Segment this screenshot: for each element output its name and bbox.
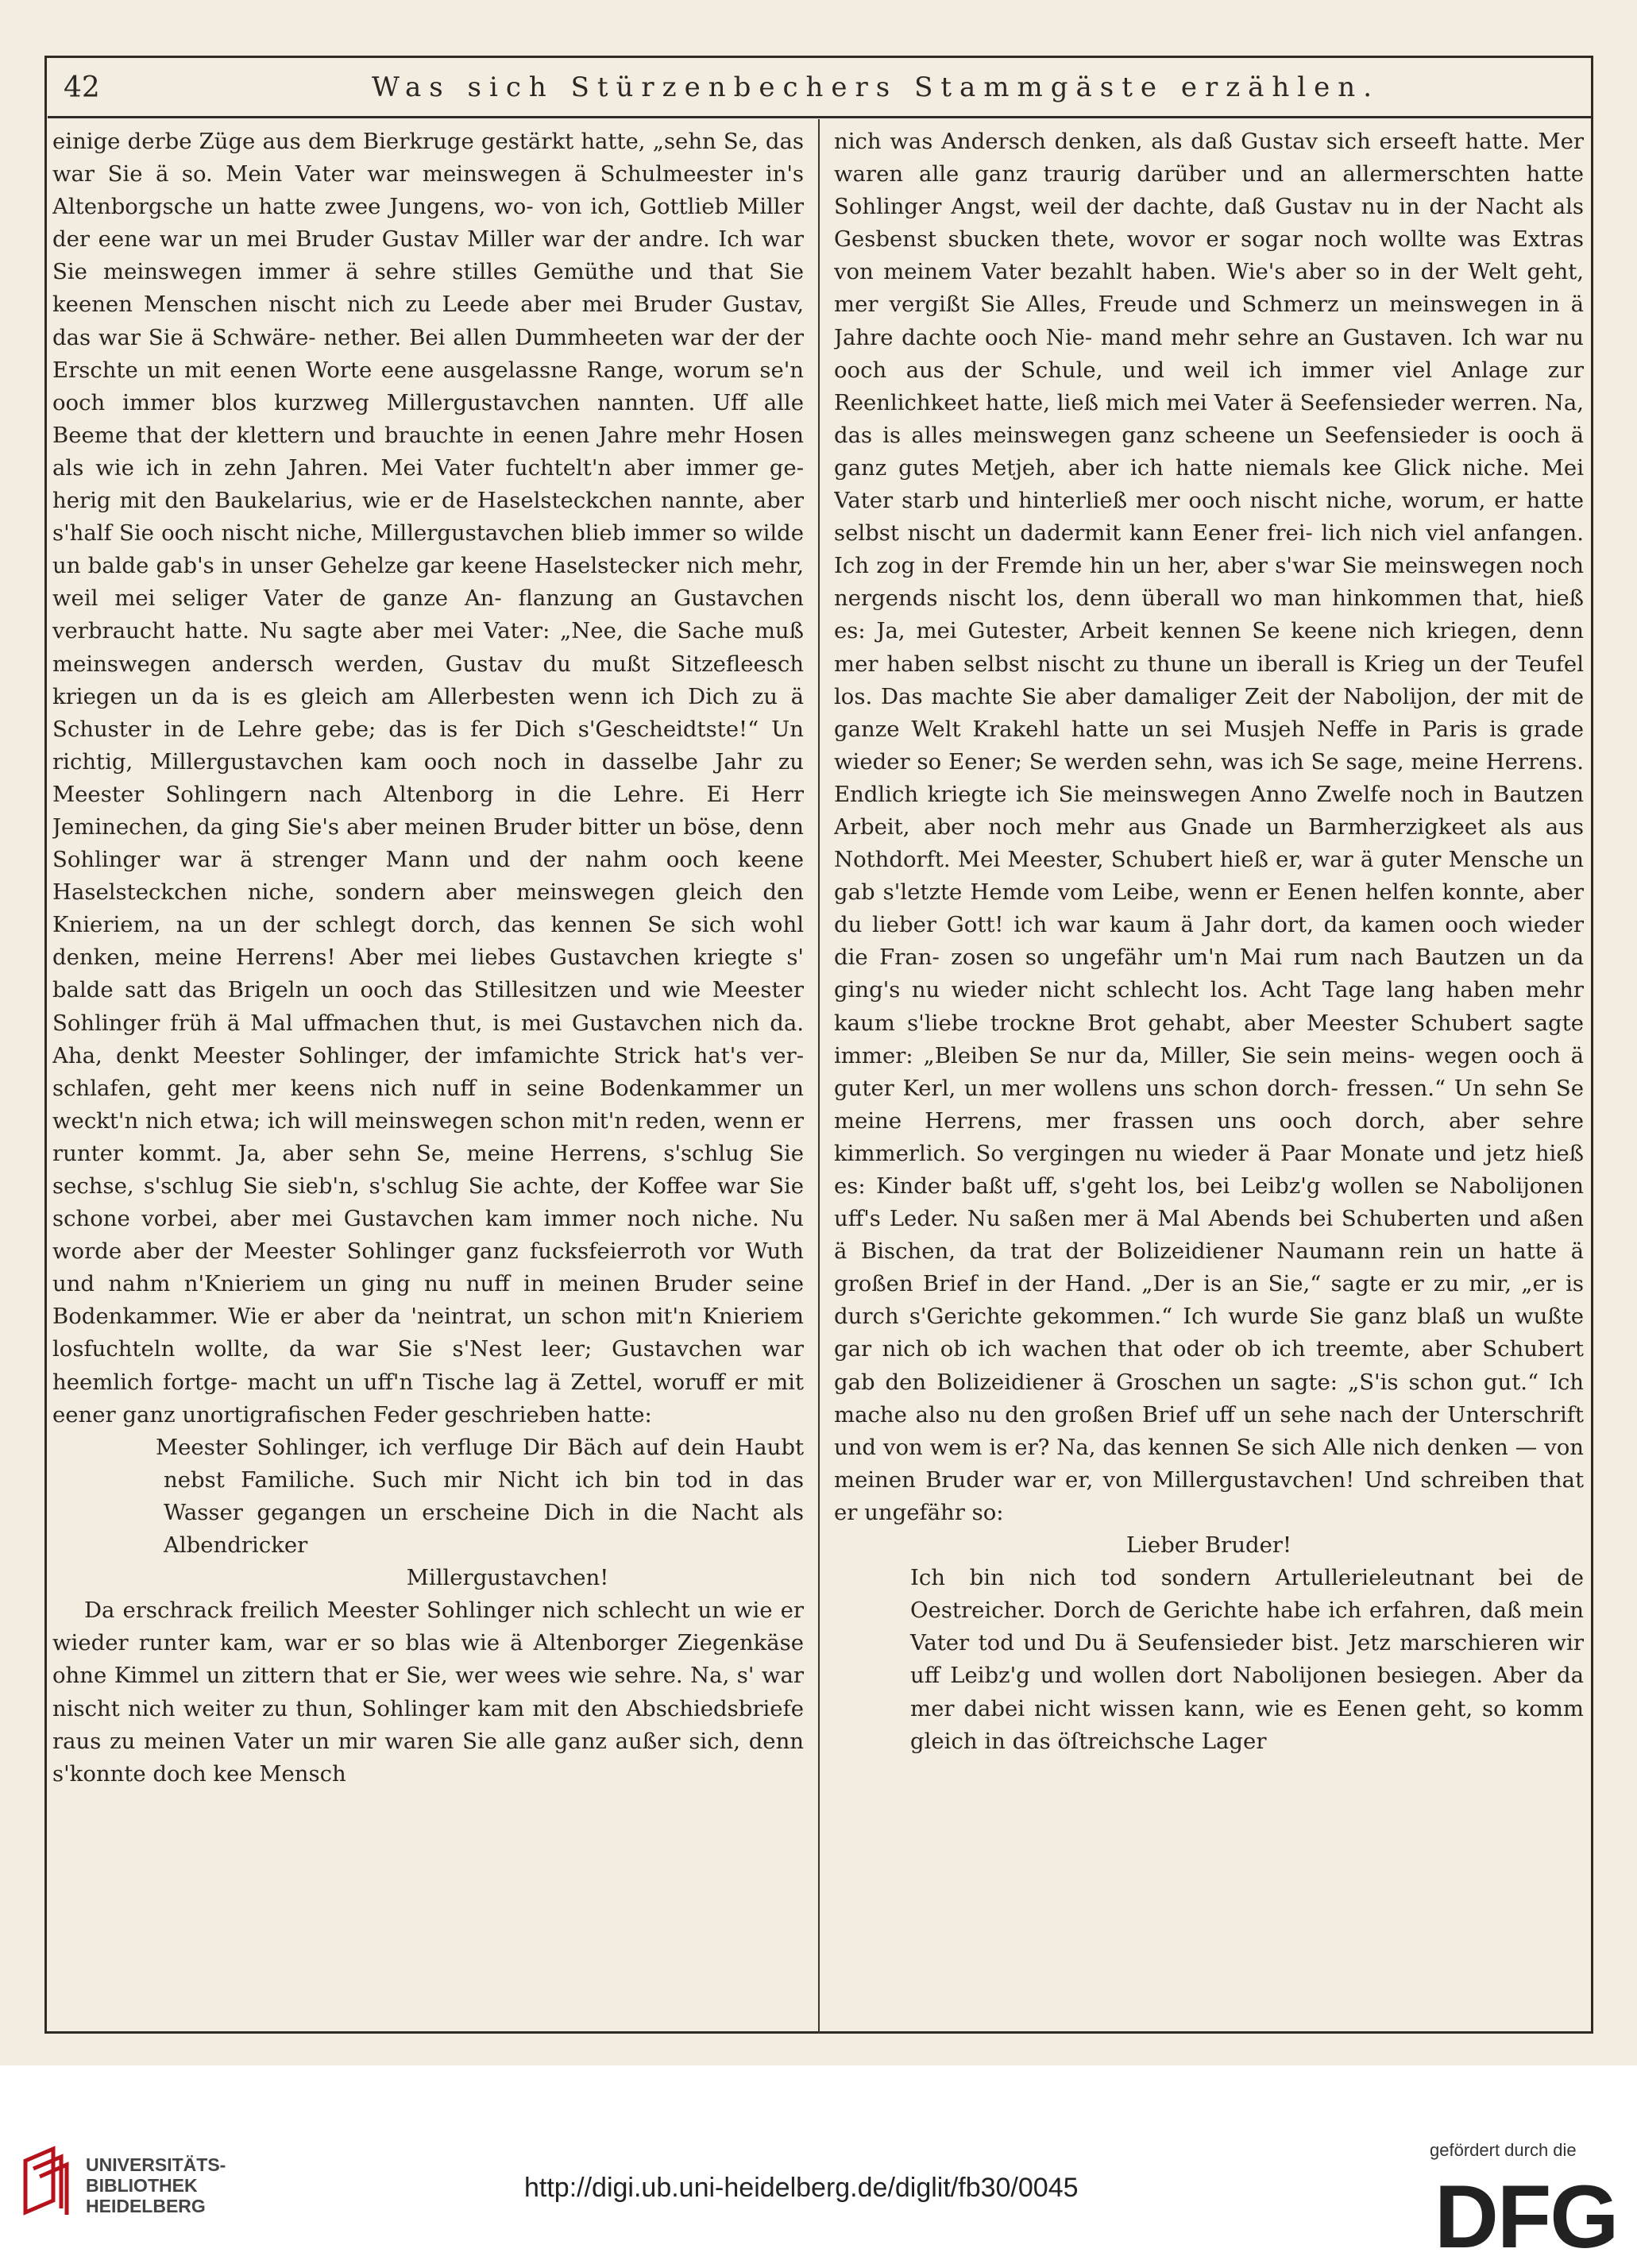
left-column-text: einige derbe Züge aus dem Bierkruge gestärkt hatte, „sehn Se, das war Sie ä so. Mein Vater war meinswegen ä Schulmeester in's Altenborgsche un hatte zwee Jungens, wo- von ich, Gottlieb Miller der eene war un mei Bruder Gustav Miller war der andre. Ich war Sie meinswegen immer ä sehre stilles Gemüthe und that Sie keenen Menschen nischt nich zu Leede aber mei Bruder Gustav, das war Sie ä Schwäre- nether. Bei allen Dummheeten war der der Erschte un mit eenen Worte eene ausgelassne Range, worum se'n ooch immer blos kurzweg Millergustavchen nannten. Uff alle Beeme that der klettern und brauchte in eenen Jahre mehr Hosen als wie ich in zehn Jahren. Mei Vater fuchtelt'n aber immer ge- herig mit den Baukelarius, wie er de Haselsteckchen nannte, aber s'half Sie ooch nischt niche, Millergustavchen blieb immer so wilde un balde gab's in unser Gehelze gar keene Haselstecker nich mehr, weil mei seliger Vater de ganze An- flanzung an Gustavchen verbraucht hatte. Nu sagte aber mei Vater: „Nee, die Sache muß meinswegen andersch werden, Gustav du mußt Sitzefleesch kriegen un da is es gleich am Allerbesten wenn ich Dich zu ä Schuster in de Lehre gebe; das is fer Dich s'Gescheidtste!“ Un richtig, Millergustavchen kam ooch noch in dasselbe Jahr zu Meester Sohlingern nach Altenborg in die Lehre. Ei Herr Jeminechen, da ging Sie's aber meinen Bruder bitter un böse, denn Sohlinger war ä strenger Mann und der nahm ooch keene Haselsteckchen niche, sondern aber meinswegen gleich den Knieriem, na un der schlegt dorch, das kennen Se sich wohl denken, meine Herrens! Aber mei liebes Gustavchen kriegte s' balde satt das Brigeln un ooch das Stillesitzen und wie Meester Sohlinger früh ä Mal uffmachen thut, is mei Gustavchen nich da. Aha, denkt Meester Sohlinger, der imfamichte Strick hat's ver- schlafen, geht mer keens nich nuff in seine Bodenkammer un weckt'n nich etwa; ich will meinswegen schon mit'n reden, wenn er runter kommt. Ja, aber sehn Se, meine Herrens, s'schlug Sie sechse, s'schlug Sie sieb'n, s'schlug Sie achte, der Koffee war Sie schone vorbei, aber mei Gustavchen kam immer noch niche. Nu worde aber der Meester Sohlinger ganz fucksfeierroth vor Wuth und nahm n'Knieriem un ging nu nuff in meinen Bruder seine Bodenkammer. Wie er aber da 'neintrat, un schon mit'n Knieriem losfuchteln wollte, da war Sie s'Nest leer; Gustavchen war heemlich fortge- macht un uff'n Tische lag ä Zettel, woruff er mit eener ganz unortigrafischen Feder geschrieben hatte: [52,129,804,1428]
left-column [52,126,804,2024]
digital-library-link[interactable]: http://digi.ub.uni-heidelberg.de/diglit/fb30/0045 [524,2173,1079,2203]
left-letter: Meester Sohlinger, ich verfluge Dir Bäch auf dein Haubt nebst Familiche. Such mir Nicht ich bin tod in das Wasser gegangen un erscheine Dich in die Nacht als Albendricker [156,1434,804,1559]
right-column-text: nich was Andersch denken, als daß Gustav sich erseeft hatte. Mer waren alle ganz traurig darüber und an allermerschten hatte Sohlinger Angst, weil der dachte, daß Gustav nu in der Nacht als Gesbenst sbucken thete, wovor er sogar noch wollte was Extras von meinem Vater bezahlt haben. Wie's aber so in der Welt geht, mer vergißt Sie Alles, Freude und Schmerz un meinswegen in ä Jahre dachte ooch Nie- mand mehr sehre an Gustaven. Ich war nu ooch aus der Schule, und weil ich immer viel Anlage zur Reenlichkeet hatte, ließ mich mei Vater ä Seefensieder werren. Na, das is alles meinswegen ganz scheene un Seefensieder is ooch ä ganz gutes Metjeh, aber ich hatte niemals kee Glick niche. Mei Vater starb und hinterließ mer ooch nischt niche, worum, er hatte selbst nischt un dadermit kann Eener frei- lich nich viel anfangen. Ich zog in der Fremde hin un her, aber s'war Sie meinswegen noch nergends nischt los, denn überall wo man hinkommen that, hieß es: Ja, mei Gutester, Arbeit kennen Se keene nich kriegen, denn mer haben selbst nischt zu thune un iberall is Krieg un der Teufel los. Das machte Sie aber damaliger Zeit der Nabolijon, der mit de ganze Welt Krakehl hatte un sei Musjeh Neffe in Paris is grade wieder so Eener; Se werden sehn, was ich Se sage, meine Herrens. Endlich kriegte ich Sie meinswegen Anno Zwelfe noch in Bautzen Arbeit, aber noch mehr aus Gnade un Barmherzigkeet als aus Nothdorft. Mei Meester, Schubert hieß er, war ä guter Mensche un gab s'letzte Hemde vom Leibe, wenn er Eenen helfen konnte, aber du lieber Gott! ich war kaum ä Jahr dort, da kamen ooch wieder die Fran- zosen so ungefähr um'n Mai rum nach Bautzen un da ging's nu wieder nicht schlecht los. Acht Tage lang haben mehr kaum s'liebe trockne Brot gehabt, aber Meester Schubert sagte immer: „Bleiben Se nur da, Miller, Sie sein meins- wegen ooch ä guter Kerl, un mer wollens uns schon dorch- fressen.“ Un sehn Se meine Herrens, mer frassen uns ooch dorch, aber sehre kimmerlich. So vergingen nu wieder ä Paar Monate und jetz hieß es: Kinder baßt uff, s'geht los, bei Leibz'g wollen se Nabolijonen uff's Leder. Nu saßen mer ä Mal Abends bei Schuberten und aßen ä Bischen, da trat der Bolizeidiener Naumann rein un hatte ä großen Brief in der Hand. „Der is an Sie,“ sagte er zu mir, „er is durch s'Gerichte gekommen.“ Ich wurde Sie ganz blaß un wußte gar nich ob ich wachen that oder ob ich treemte, aber Schubert gab den Bolizeidiener ä Groschen un sagte: „S'is schon gut.“ Ich mache also nu den großen Brief uff un sehe nach der Unterschrift und von wem is er? Na, das kennen Se sich Alle nich denken — von meinen Bruder war er, von Millergustavchen! Und schreiben that er ungefähr so: [834,129,1584,1525]
library-name-line1: UNIVERSITÄTS- [86,2154,226,2175]
header-rule [48,116,1593,118]
right-column [834,126,1584,2024]
library-name-line3: HEIDELBERG [86,2196,206,2216]
right-letter-salutation: Lieber Bruder! [1125,1532,1292,1559]
left-letter-signature: Millergustavchen! [406,1565,609,1591]
dfg-logo: DFG [1434,2167,1618,2266]
column-separator [818,119,820,2034]
library-logo-icon [17,2145,73,2216]
library-name-line2: BIBLIOTHEK [86,2175,198,2196]
page-header [48,67,1593,114]
right-letter: Ich bin nich tod sondern Artullerieleutnant bei de Oestreicher. Dorch de Gerichte habe ich erfahren, daß mein Vater tod und Du ä Seufensieder bist. Jetz marschieren wir uff Leibz'g und wollen dort Nabolijonen besiegen. Aber da mer dabei nicht wissen kann, wie es Eenen geht, so komm gleich in das öſtreichsche Lager [910,1565,1584,1754]
footer [0,2065,1637,2255]
library-name [86,2154,226,2216]
page-number: 42 [64,71,100,104]
left-column-continuation: Da erschrack freilich Meester Sohlinger nich schlecht un wie er wieder runter kam, war er so blas wie ä Altenborger Ziegenkäse ohne Kimmel un zittern that er Sie, wer wees wie sehre. Na, s' war nischt nich weiter zu thun, Sohlinger kam mit den Abschiedsbriefe raus zu meinen Vater un mir waren Sie alle ganz außer sich, denn s'konnte doch kee Mensch [52,1598,804,1787]
funded-by-text: gefördert durch die [1430,2140,1577,2160]
running-title: Was sich Stürzenbechers Stammgäste erzählen. [371,71,1380,103]
